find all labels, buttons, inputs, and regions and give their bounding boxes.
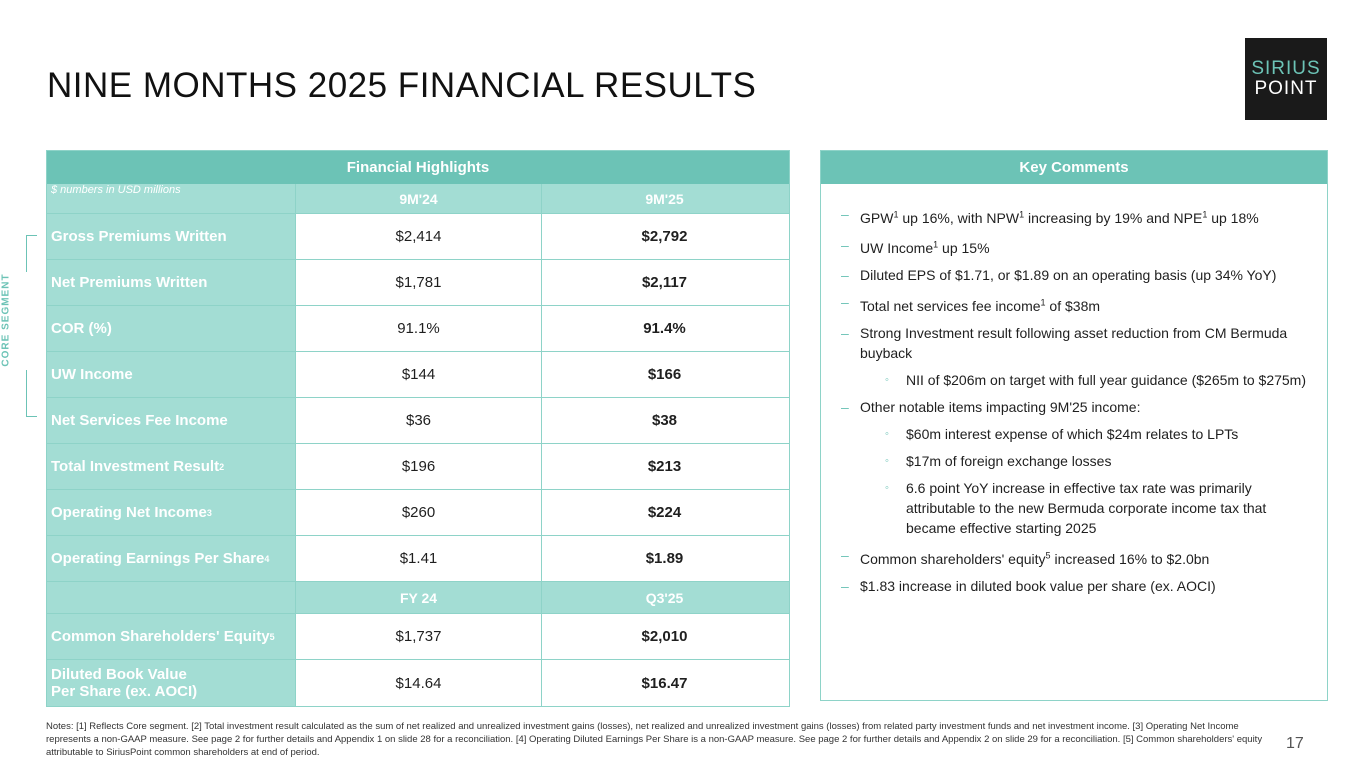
comment-text: $1.83 increase in diluted book value per share (ex. AOCI) [860, 577, 1216, 594]
row-label-text: COR (%) [51, 320, 112, 337]
comment-bullet [841, 265, 1313, 285]
comment-text: Other notable items impacting 9M'25 income: [860, 398, 1141, 415]
table-row [47, 351, 789, 397]
row-label [47, 536, 295, 581]
value-current: 91.4% [541, 306, 787, 351]
comment-bullet [841, 397, 1313, 417]
comment-text: $60m interest expense of which $24m relates to LPTs [906, 425, 1239, 442]
page-number: 17 [1286, 735, 1304, 752]
dash-bullet-icon: – [841, 206, 849, 222]
value-prior: $260 [295, 490, 541, 535]
comment-bullet [841, 292, 1313, 316]
comment-sub-bullet [841, 424, 1313, 444]
value-prior: $144 [295, 352, 541, 397]
row-label [47, 660, 295, 706]
value-prior: $1,781 [295, 260, 541, 305]
table-row [47, 613, 789, 659]
value-current: $16.47 [541, 660, 787, 706]
units-note: $ numbers in USD millions [51, 184, 181, 196]
comment-bullet [841, 323, 1313, 363]
row-label-text: Total Investment Result [51, 458, 220, 475]
logo-line-2: POINT [1254, 78, 1318, 99]
comment-text: Common shareholders' equity$^5$ increased 16% to $2.0bn [860, 549, 1210, 567]
circle-bullet-icon: ◦ [885, 373, 889, 386]
comment-text: Total net services fee income$^1$ of $38m [860, 297, 1101, 314]
period-header: Q3'25 [541, 582, 787, 613]
value-prior: 91.1% [295, 306, 541, 351]
value-prior: $1.41 [295, 536, 541, 581]
dash-bullet-icon: – [841, 324, 849, 341]
page-title: NINE MONTHS 2025 FINANCIAL RESULTS [47, 66, 757, 105]
logo-line-1: SIRIUS [1251, 58, 1321, 79]
row-label [47, 260, 295, 305]
dash-bullet-icon: – [841, 267, 849, 284]
table-row [47, 443, 789, 489]
row-label [47, 352, 295, 397]
value-current: $2,010 [541, 614, 787, 659]
circle-bullet-icon: ◦ [885, 481, 889, 494]
value-current: $166 [541, 352, 787, 397]
row-label-footnote: 5 [269, 631, 275, 642]
row-label-line-1: Diluted Book Value [51, 666, 187, 683]
value-prior: $196 [295, 444, 541, 489]
row-label [47, 490, 295, 535]
row-label-text: Operating Net Income [51, 504, 207, 521]
core-segment-bracket-gap [18, 272, 36, 370]
row-label-footnote: 4 [264, 553, 270, 564]
comment-bullet [841, 235, 1313, 259]
financial-highlights-table [46, 150, 790, 707]
value-current: $38 [541, 398, 787, 443]
comment-text: $17m of foreign exchange losses [906, 452, 1112, 469]
comment-text: Diluted EPS of $1.71, or $1.89 on an operating basis (up 34% YoY) [860, 267, 1277, 284]
key-comments-list [821, 184, 1327, 596]
period-header: 9M'25 [541, 184, 787, 213]
units-note-cell [47, 184, 295, 213]
comment-text: NII of $206m on target with full year guidance ($265m to $275m) [906, 371, 1306, 388]
comment-bullet [841, 204, 1313, 228]
row-label-footnote: 2 [219, 461, 225, 472]
row-label-text: Gross Premiums Written [51, 228, 227, 245]
period-header-row [47, 184, 789, 213]
blank-header-cell [47, 582, 295, 613]
circle-bullet-icon: ◦ [885, 427, 889, 440]
period-header-row [47, 581, 789, 613]
siriuspoint-logo [1245, 38, 1327, 120]
row-label [47, 398, 295, 443]
dash-bullet-icon: – [841, 546, 849, 563]
comment-bullet [841, 576, 1313, 596]
row-label-line-2: Per Share (ex. AOCI) [51, 683, 198, 700]
table-row [47, 305, 789, 351]
table-row [47, 213, 789, 259]
value-prior: $1,737 [295, 614, 541, 659]
dash-bullet-icon: – [841, 577, 849, 594]
table-row [47, 259, 789, 305]
row-label [47, 214, 295, 259]
row-label-text: Operating Earnings Per Share [51, 550, 265, 567]
row-label-text: UW Income [51, 366, 133, 383]
value-prior: $14.64 [295, 660, 541, 706]
metrics-rows [47, 213, 789, 581]
period-header: 9M'24 [295, 184, 541, 213]
footnotes: Notes: [1] Reflects Core segment. [2] Total investment result calculated as the sum of net realized and unrealized investment gains (losses), net realized and unrealized investment gains (losses) from related party investment funds and net investment income. [3] Operating Net Income represents a non-GAAP measure. See page 2 for further details and Appendix 1 on slide 28 for a reconciliation. [4] Operating Diluted Earnings Per Share is a non-GAAP measure. See page 2 for further details and Appendix 2 on slide 29 for a reconciliation. [5] Common shareholders' equity attributable to SiriusPoint common shareholders at end of period. [46, 721, 1263, 758]
comment-text: 6.6 point YoY increase in effective tax rate was primarily attributable to the new Bermuda corporate income tax that became effective starting 2025 [906, 479, 1267, 536]
row-label-text: Net Premiums Written [51, 274, 208, 291]
financial-highlights-header: Financial Highlights [47, 151, 789, 184]
row-label [47, 614, 295, 659]
value-current: $2,117 [541, 260, 787, 305]
key-comments-panel [820, 150, 1328, 701]
core-segment-label: CORE SEGMENT [0, 273, 12, 367]
table-row [47, 535, 789, 581]
value-current: $213 [541, 444, 787, 489]
dash-bullet-icon: – [841, 294, 849, 311]
key-comments-header: Key Comments [821, 151, 1327, 184]
table-row [47, 489, 789, 535]
row-label-footnote: 3 [206, 507, 212, 518]
value-prior: $2,414 [295, 214, 541, 259]
period-header: FY 24 [295, 582, 541, 613]
comment-text: Strong Investment result following asset reduction from CM Bermuda buyback [860, 324, 1288, 361]
circle-bullet-icon: ◦ [885, 454, 889, 467]
table-row [47, 397, 789, 443]
comment-bullet [841, 545, 1313, 569]
comment-sub-bullet [841, 478, 1313, 538]
row-label [47, 306, 295, 351]
dash-bullet-icon: – [841, 398, 849, 415]
value-current: $224 [541, 490, 787, 535]
value-prior: $36 [295, 398, 541, 443]
value-current: $1.89 [541, 536, 787, 581]
comment-text: UW Income$^1$ up 15% [860, 239, 990, 257]
comment-sub-bullet [841, 451, 1313, 471]
row-label-text: Common Shareholders' Equity [51, 628, 270, 645]
comment-text: GPW$^1$ up 16%, with NPW$^1$ increasing by 19% and NPE$^1$ up 18% [860, 209, 1259, 226]
row-label [47, 444, 295, 489]
table-row [47, 659, 789, 706]
row-label-text: Net Services Fee Income [51, 412, 228, 429]
comment-sub-bullet [841, 370, 1313, 390]
value-current: $2,792 [541, 214, 787, 259]
dash-bullet-icon: – [841, 236, 849, 253]
